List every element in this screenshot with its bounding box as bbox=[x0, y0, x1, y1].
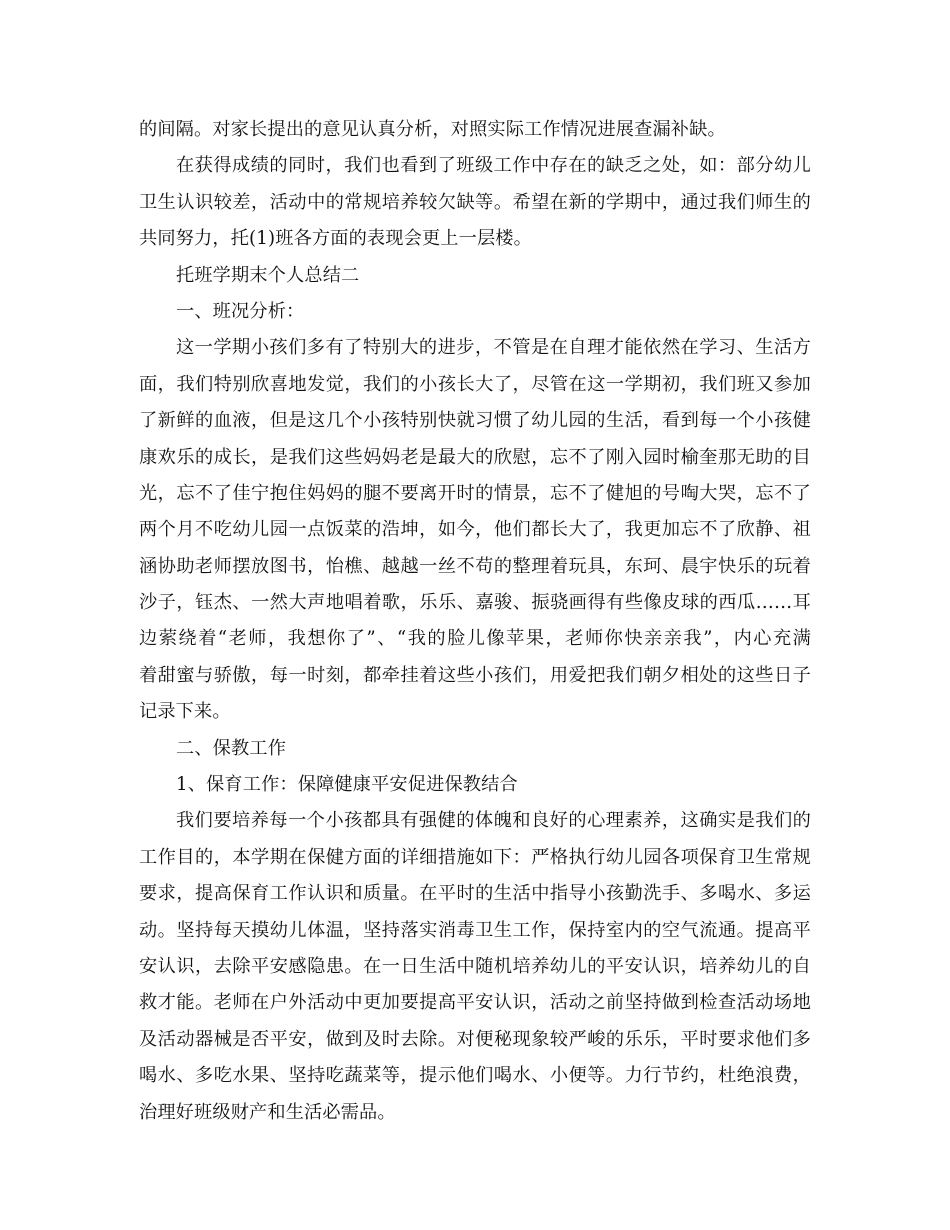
document-page bbox=[139, 112, 811, 1131]
paragraph-line: 康欢乐的成长，是我们这些妈妈老是最大的欣慰，忘不了刚入园时榆奎那无助的目 bbox=[139, 446, 811, 468]
paragraph-line: 及活动器械是否平安，做到及时去除。对便秘现象较严峻的乐乐，平时要求他们多 bbox=[139, 1028, 811, 1050]
paragraph-line: 共同努力，托(1)班各方面的表现会更上一层楼。 bbox=[139, 228, 532, 250]
paragraph-line: 面，我们特别欣喜地发觉，我们的小孩长大了，尽管在这一学期初，我们班又参加 bbox=[139, 373, 811, 395]
section-heading: 二、保教工作 bbox=[176, 737, 287, 759]
paragraph-line: 这一学期小孩们多有了特别大的进步，不管是在自理才能依然在学习、生活方 bbox=[176, 337, 811, 359]
paragraph-line: 沙子，钰杰、一然大声地唱着歌，乐乐、嘉骏、振骁画得有些像皮球的西瓜……耳 bbox=[139, 592, 811, 614]
paragraph-line: 工作目的，本学期在保健方面的详细措施如下：严格执行幼儿园各项保育卫生常规 bbox=[139, 846, 811, 868]
paragraph-line: 了新鲜的血液，但是这几个小孩特别快就习惯了幼儿园的生活，看到每一个小孩健 bbox=[139, 410, 811, 432]
paragraph-line: 安认识，去除平安感隐患。在一日生活中随机培养幼儿的平安认识，培养幼儿的自 bbox=[139, 955, 811, 977]
paragraph-line: 救才能。老师在户外活动中更加要提高平安认识，活动之前坚持做到检查活动场地 bbox=[139, 992, 811, 1014]
paragraph-line: 边萦绕着“老师，我想你了”、“我的脸儿像苹果，老师你快亲亲我”，内心充满 bbox=[139, 628, 811, 650]
paragraph-line: 两个月不吃幼儿园一点饭菜的浩坤，如今，他们都长大了，我更加忘不了欣静、祖 bbox=[139, 519, 811, 541]
paragraph-line: 在获得成绩的同时，我们也看到了班级工作中存在的缺乏之处，如：部分幼儿 bbox=[176, 155, 811, 177]
subsection-heading: 1、保育工作：保障健康平安促进保教结合 bbox=[176, 774, 518, 796]
paragraph-line: 我们要培养每一个小孩都具有强健的体魄和良好的心理素养，这确实是我们的 bbox=[176, 810, 811, 832]
section-heading: 一、班况分析： bbox=[176, 300, 305, 322]
paragraph-line: 卫生认识较差，活动中的常规培养较欠缺等。希望在新的学期中，通过我们师生的 bbox=[139, 191, 811, 213]
paragraph-line: 着甜蜜与骄傲，每一时刻，都牵挂着这些小孩们，用爱把我们朝夕相处的这些日子 bbox=[139, 664, 811, 686]
paragraph-line: 治理好班级财产和生活必需品。 bbox=[139, 1101, 396, 1123]
paragraph-line: 动。坚持每天摸幼儿体温，坚持落实消毒卫生工作，保持室内的空气流通。提高平 bbox=[139, 919, 811, 941]
section-title: 托班学期末个人总结二 bbox=[176, 264, 360, 286]
paragraph-line: 要求，提高保育工作认识和质量。在平时的生活中指导小孩勤洗手、多喝水、多运 bbox=[139, 883, 811, 905]
paragraph-line: 记录下来。 bbox=[139, 701, 231, 723]
paragraph-line: 光，忘不了佳宁抱住妈妈的腿不要离开时的情景，忘不了健旭的号啕大哭，忘不了 bbox=[139, 482, 811, 504]
paragraph-line: 的间隔。对家长提出的意见认真分析，对照实际工作情况进展查漏补缺。 bbox=[139, 119, 726, 140]
paragraph-line: 涵协助老师摆放图书，怡樵、越越一丝不苟的整理着玩具，东珂、晨宇快乐的玩着 bbox=[139, 555, 811, 577]
paragraph-line: 喝水、多吃水果、坚持吃蔬菜等，提示他们喝水、小便等。力行节约，杜绝浪费， bbox=[139, 1065, 811, 1087]
